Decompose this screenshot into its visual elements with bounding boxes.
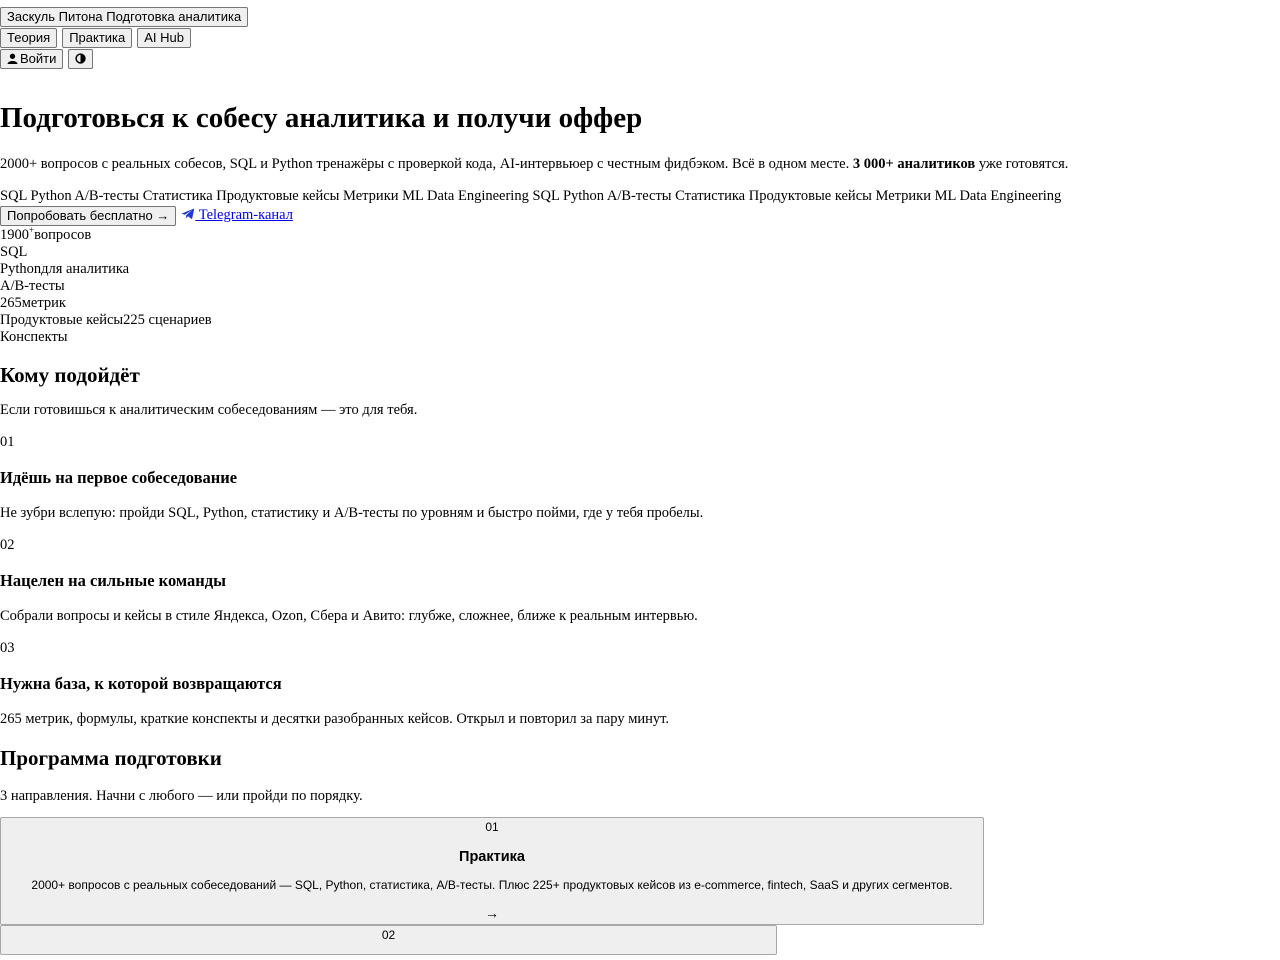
- who-title: Кому подойдёт: [0, 363, 140, 387]
- telegram-link[interactable]: [181, 207, 293, 223]
- theme-toggle-button[interactable]: [68, 49, 93, 69]
- program-title: Программа подготовки: [0, 746, 222, 770]
- marquee-item: Продуктовые кейсы: [748, 188, 872, 204]
- header-logo-row: [0, 7, 1280, 28]
- stat-item: [0, 227, 1280, 244]
- stat-label: Конспекты: [0, 329, 68, 345]
- stat-label: SQL: [0, 244, 28, 260]
- marquee-item: Продуктовые кейсы: [216, 188, 340, 204]
- who-item: [0, 419, 1280, 522]
- who-item-number: 02: [0, 537, 15, 553]
- hero-title: Подготовься к собесу аналитика и получи оффер: [0, 102, 643, 134]
- nav-ai-hub[interactable]: AI Hub: [137, 28, 191, 48]
- hero-lead: [0, 136, 1280, 174]
- card-title: Практика: [459, 849, 525, 865]
- card-number: 02: [381, 928, 396, 942]
- marquee-item: Python: [30, 188, 72, 204]
- stat-label: A/B-тесты: [0, 278, 65, 294]
- who-item: [0, 522, 1280, 625]
- who-item-desc: 265 метрик, формулы, краткие конспекты и десятки разобранных кейсов. Открыл и повторил за пару минут.: [0, 711, 670, 727]
- stat-item: [0, 244, 1280, 261]
- card-desc: 2000+ вопросов с реальных собеседований — SQL, Python, статистика, A/B-тесты. Плюс 225+ продуктовых кейсов из e-commerce, fintech, SaaS и других сегментов.: [31, 878, 953, 892]
- stat-label: 225 сценариев: [123, 312, 212, 328]
- marquee-item: SQL: [532, 188, 560, 204]
- stat-value: 1900: [0, 227, 29, 243]
- stat-item: [0, 261, 1280, 278]
- telegram-icon: [181, 208, 195, 220]
- who-subtitle: Если готовишься к аналитическим собеседованиям — это для тебя.: [0, 402, 418, 418]
- stat-label: метрик: [21, 295, 66, 311]
- card-number: 01: [485, 820, 499, 834]
- marquee-item: Метрики: [343, 188, 399, 204]
- telegram-label: Telegram-канал: [198, 207, 293, 223]
- marquee-item: Метрики: [875, 188, 931, 204]
- login-button[interactable]: [0, 49, 63, 69]
- topics-marquee: [0, 174, 1280, 206]
- program-card-practice[interactable]: [0, 817, 984, 925]
- stat-item: [0, 295, 1280, 312]
- login-label: Войти: [20, 51, 57, 66]
- stats-list: [0, 227, 1280, 346]
- who-item: [0, 625, 1280, 728]
- program-card-2[interactable]: [0, 925, 777, 955]
- who-item-title: Идёшь на первое собеседование: [0, 468, 238, 487]
- stat-value: 265: [0, 295, 22, 311]
- stat-value: Продуктовые кейсы: [0, 312, 124, 328]
- arrow-right-icon: →: [485, 905, 499, 921]
- header-actions: [0, 49, 1280, 70]
- marquee-item: ML: [934, 188, 956, 204]
- marquee-item: Python: [562, 188, 605, 204]
- user-icon: [7, 53, 18, 64]
- stat-item: [0, 278, 1280, 295]
- main-nav: [0, 28, 1280, 49]
- who-item-title: Нацелен на сильные команды: [0, 571, 226, 590]
- who-item-title: Нужна база, к которой возвращаются: [0, 674, 282, 693]
- logo-button[interactable]: Заскуль Питона Подготовка аналитика: [0, 7, 248, 27]
- program-subtitle: 3 направления. Начни с любого — или пройди по порядку.: [0, 788, 363, 804]
- marquee-item: Data Engineering: [959, 188, 1062, 204]
- stat-label: вопросов: [34, 227, 92, 243]
- who-item-desc: Собрали вопросы и кейсы в стиле Яндекса, Ozon, Сбера и Авито: глубже, сложнее, ближе к реальным интервью.: [0, 608, 698, 624]
- stat-item: [0, 312, 1280, 329]
- marquee-item: A/B-тесты: [74, 188, 140, 204]
- stat-label: для аналитика: [41, 261, 130, 277]
- who-item-desc: Не зубри вслепую: пройди SQL, Python, статистику и A/B-тесты по уровням и быстро пойми, где у тебя пробелы.: [0, 505, 704, 521]
- marquee-item: A/B-тесты: [606, 188, 672, 204]
- nav-practice[interactable]: Практика: [62, 28, 132, 48]
- marquee-item: SQL: [0, 188, 27, 204]
- stat-item: [0, 329, 1280, 346]
- hero-lead-end: уже готовятся.: [978, 156, 1069, 172]
- marquee-item: Data Engineering: [426, 188, 529, 204]
- who-item-number: 01: [0, 434, 15, 450]
- stat-value: Python: [0, 261, 42, 277]
- stat-sup: +: [29, 225, 35, 235]
- marquee-item: Статистика: [142, 188, 213, 204]
- try-free-button[interactable]: Попробовать бесплатно →: [0, 206, 176, 226]
- who-item-number: 03: [0, 640, 15, 656]
- half-circle-icon: [75, 53, 86, 64]
- marquee-item: ML: [402, 188, 424, 204]
- hero-lead-start: 2000+ вопросов с реальных собесов, SQL и Python тренажёры с проверкой кода, AI-интервьюер с честным фидбэком. Всё в одном месте.: [0, 156, 850, 172]
- hero-cta-row: [0, 206, 1280, 226]
- marquee-item: Статистика: [675, 188, 746, 204]
- hero-lead-bold: 3 000+ аналитиков: [852, 156, 976, 172]
- nav-theory[interactable]: Теория: [0, 28, 57, 48]
